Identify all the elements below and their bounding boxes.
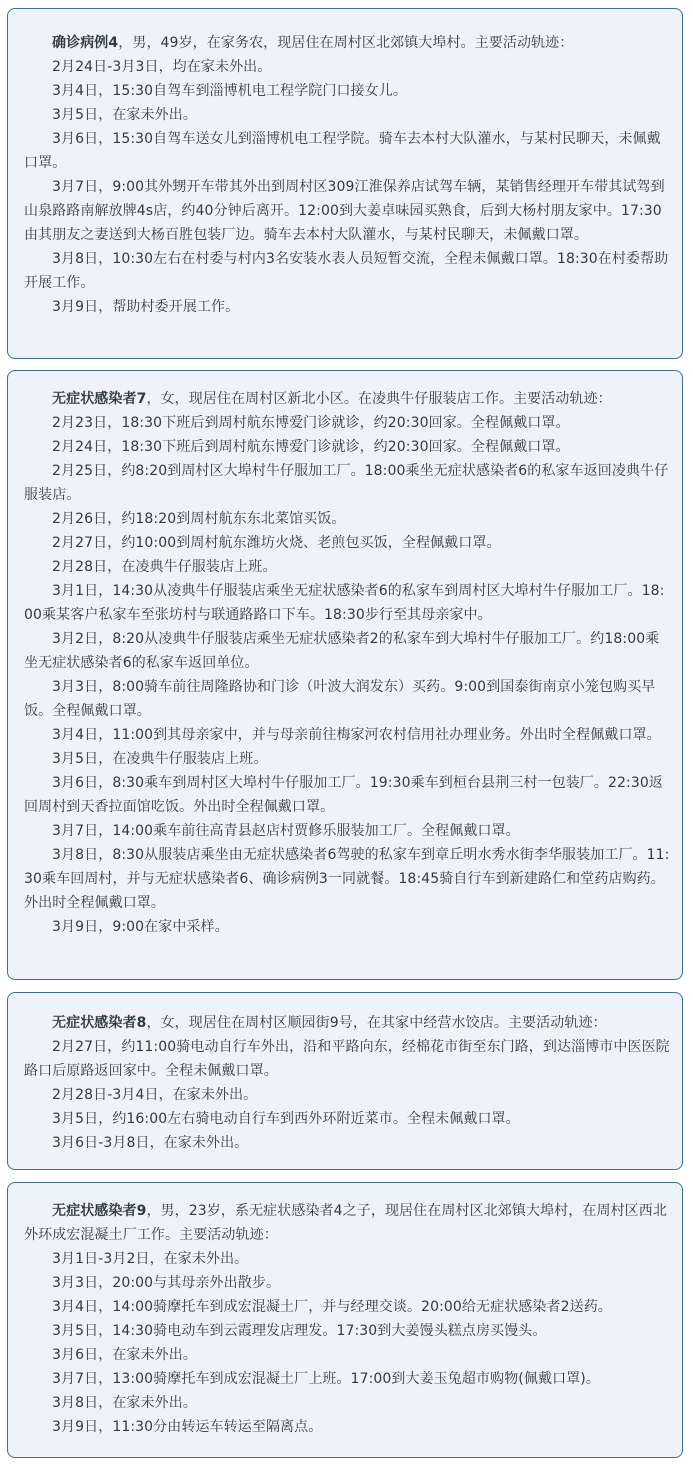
trajectory-item: 3月8日，10:30左右在村委与村内3名安装水表人员短暂交流，全程未佩戴口罩。18:30在村委帮助开展工作。	[24, 251, 669, 291]
trajectory-item: 3月4日，15:30自驾车到淄博机电工程学院门口接女儿。	[52, 83, 407, 99]
case-intro: ，女，现居住在周村区新北小区。在凌典牛仔服装店工作。主要活动轨迹：	[146, 391, 612, 407]
case-card-asymptomatic-7	[7, 370, 683, 980]
trajectory-item: 2月28日-3月4日，在家未外出。	[52, 1087, 258, 1103]
trajectory-item: 3月6日，15:30自驾车送女儿到淄博机电工程学院。骑车去本村大队灌水，与某村民聊天，未佩戴口罩。	[24, 131, 661, 171]
trajectory-item: 2月23日，18:30下班后到周村航东博爱门诊就诊，约20:30回家。全程佩戴口罩。	[52, 415, 570, 431]
case-intro: ，男，23岁，系无症状感染者4之子，现居住在周村区北郊镇大埠村，在周村区西北外环成宏混凝土厂工作。主要活动轨迹：	[24, 1203, 667, 1243]
trajectory-item: 3月6日-3月8日，在家未外出。	[52, 1135, 249, 1151]
trajectory-item: 2月24日-3月3日，均在家未外出。	[52, 59, 272, 75]
trajectory-item: 3月5日，约16:00左右骑电动自行车到西外环附近菜市。全程未佩戴口罩。	[52, 1111, 520, 1127]
case-title: 无症状感染者8	[52, 1015, 147, 1031]
trajectory-item: 3月3日，20:00与其母亲外出散步。	[52, 1275, 281, 1291]
trajectory-item: 3月7日，9:00其外甥开车带其外出到周村区309江淮保养店试驾车辆，某销售经理开车带其试驾到山泉路路南解放牌4s店，约40分钟后离开。12:00到大姜卓味园买熟食，后到大杨村朋友家中。17:30由其朋友之妻送到大杨百胜包装厂边。骑车去本村大队灌水，与某村民聊天，未佩戴口罩。	[24, 179, 665, 243]
case-card-asymptomatic-9	[7, 1182, 683, 1458]
case-card-confirmed-4	[7, 8, 683, 359]
trajectory-item: 3月9日，帮助村委开展工作。	[52, 299, 240, 315]
trajectory-item: 3月8日，8:30从服装店乘坐由无症状感染者6驾驶的私家车到章丘明水秀水街李华服装加工厂。11:30乘车回周村，并与无症状感染者6、确诊病例3一同就餐。18:45骑自行车到新建路仁和堂药店购药。外出时全程佩戴口罩。	[24, 847, 670, 911]
trajectory-item: 3月7日，13:00骑摩托车到成宏混凝土厂上班。17:00到大姜玉兔超市购物(佩戴口罩)。	[52, 1371, 600, 1387]
case-heading	[24, 1011, 672, 1035]
trajectory-item: 2月26日，约18:20到周村航东东北菜馆买饭。	[52, 511, 346, 527]
trajectory-item: 2月25日，约8:20到周村区大埠村牛仔服加工厂。18:00乘坐无症状感染者6的私家车返回凌典牛仔服装店。	[24, 463, 669, 503]
trajectory-item: 3月2日，8:20从凌典牛仔服装店乘坐无症状感染者2的私家车到大埠村牛仔服加工厂。约18:00乘坐无症状感染者6的私家车返回单位。	[24, 631, 660, 671]
trajectory-item: 3月5日，在凌典牛仔服装店上班。	[52, 751, 268, 767]
case-heading	[24, 1199, 672, 1247]
trajectory-item: 3月9日，9:00在家中采样。	[52, 919, 229, 935]
trajectory-item: 3月4日，14:00骑摩托车到成宏混凝土厂，并与经理交谈。20:00给无症状感染者2送药。	[52, 1299, 612, 1315]
trajectory-item: 3月3日，8:00骑车前往周隆路协和门诊（叶波大润发东）买药。9:00到国泰街南京小笼包购买早饭。全程佩戴口罩。	[24, 679, 656, 719]
trajectory-item: 3月5日，14:30骑电动车到云霞理发店理发。17:30到大姜馒头糕点房买馒头。	[52, 1323, 547, 1339]
trajectory-item: 3月6日，在家未外出。	[52, 1347, 197, 1363]
trajectory-item: 3月6日，8:30乘车到周村区大埠村牛仔服加工厂。19:30乘车到桓台县荆三村一包装厂。22:30返回周村到天香拉面馆吃饭。外出时全程佩戴口罩。	[24, 775, 663, 815]
case-heading	[24, 387, 672, 411]
trajectory-item: 3月1日-3月2日，在家未外出。	[52, 1251, 249, 1267]
trajectory-item: 3月7日，14:00乘车前往高青县赵店村贾修乐服装加工厂。全程佩戴口罩。	[52, 823, 520, 839]
trajectory-item: 2月24日，18:30下班后到周村航东博爱门诊就诊，约20:30回家。全程佩戴口罩。	[52, 439, 570, 455]
case-intro: ，男，49岁，在家务农，现居住在周村区北郊镇大埠村。主要活动轨迹：	[118, 35, 574, 51]
trajectory-item: 3月9日，11:30分由转运车转运至隔离点。	[52, 1419, 323, 1435]
trajectory-item: 2月27日，约11:00骑电动自行车外出，沿和平路向东，经棉花市街至东门路，到达淄博市中医医院路口后原路返回家中。全程未佩戴口罩。	[24, 1039, 670, 1079]
trajectory-item: 3月5日，在家未外出。	[52, 107, 197, 123]
trajectory-item: 3月4日，11:00到其母亲家中，并与母亲前往梅家河农村信用社办理业务。外出时全程佩戴口罩。	[52, 727, 661, 743]
trajectory-item: 2月28日，在凌典牛仔服装店上班。	[52, 559, 277, 575]
case-intro: ，女，现居住在周村区顺园街9号，在其家中经营水饺店。主要活动轨迹：	[146, 1015, 607, 1031]
case-card-asymptomatic-8	[7, 992, 683, 1170]
trajectory-item: 2月27日，约10:00到周村航东潍坊火烧、老煎包买饭，全程佩戴口罩。	[52, 535, 501, 551]
case-title: 无症状感染者7	[52, 391, 147, 407]
case-heading	[24, 31, 672, 55]
trajectory-item: 3月1日，14:30从凌典牛仔服装店乘坐无症状感染者6的私家车到周村区大埠村牛仔服加工厂。18:00乘某客户私家车至张坊村与联通路路口下车。18:30步行至其母亲家中。	[24, 583, 665, 623]
trajectory-item: 3月8日，在家未外出。	[52, 1395, 197, 1411]
case-title: 无症状感染者9	[52, 1203, 147, 1219]
case-title: 确诊病例4	[52, 35, 119, 51]
